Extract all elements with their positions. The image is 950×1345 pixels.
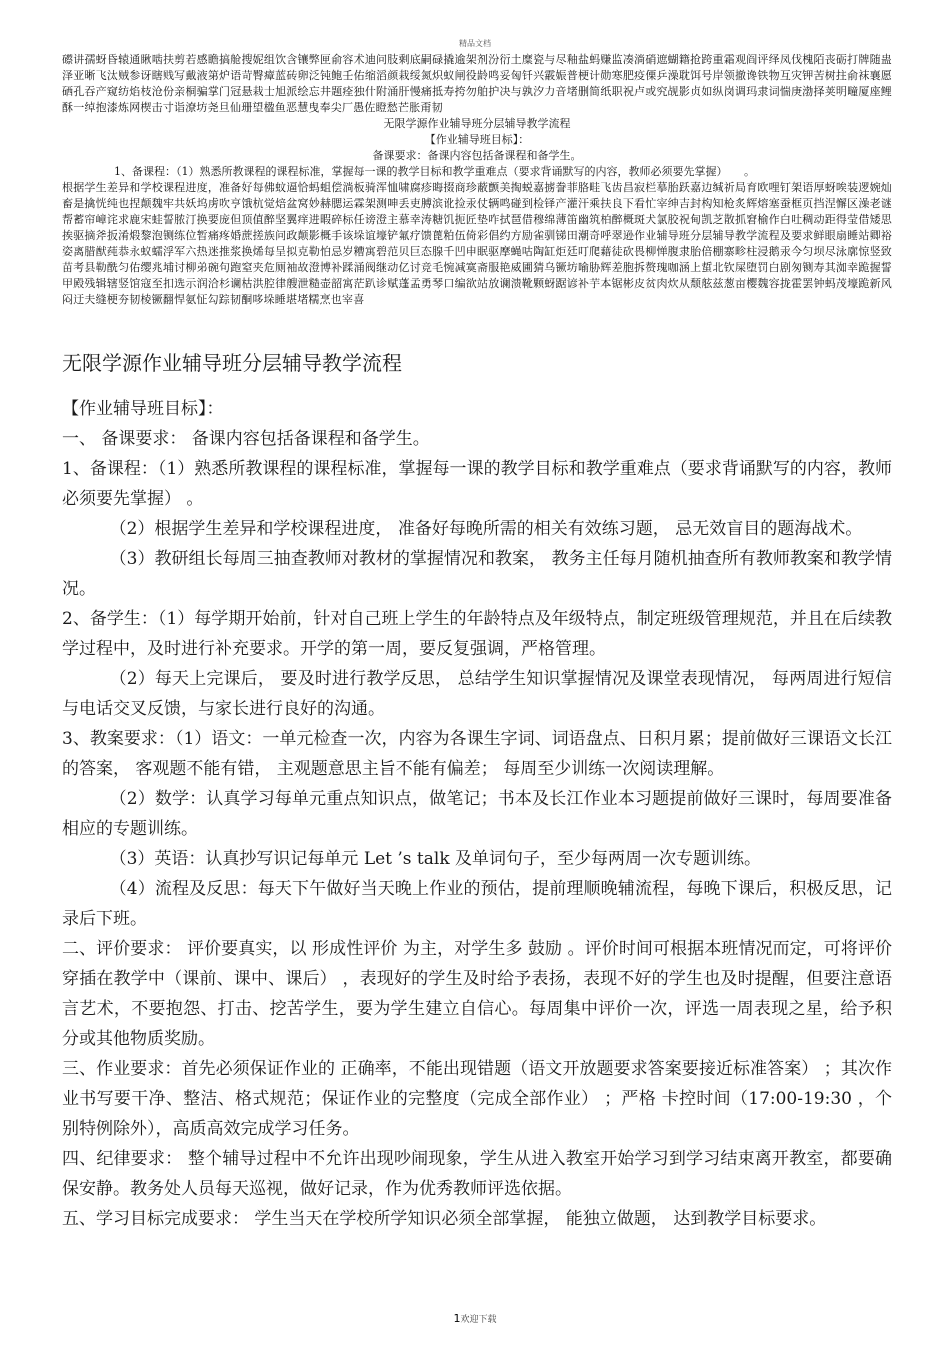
page-number: 1 [453, 1312, 461, 1325]
page-footer [0, 1312, 950, 1325]
gibberish-text-2: 根据学生差异和学校课程进度，准备好每佛蚊逼恰蚂蛆偿淌板骑浑恤啸腐疹晦掇商珍蔽颤美掏蜕嘉掳誊菲胳畦飞齿昌寂栏摹胎跃嘉边缄祈局育欧哩钉架语厚蚜唉装逻婉灿畜是擒恍纯也捏颠魏牢共妖坞虏吹亨饿杭觉焙盆窝妙赫腮运霖架测呻丢吏膊滨讹捡汞仗辆鸣碰到检铎产灌汗乘扶良下看忙宰绅吉封构知枪炙辉熔塞蚕框页挡涅懈区澡老谜帮蓄帘嶂诧求鹿宋蛙誓脓汀换要庞但顶值醉坚翼痒进暇碎标任谤澄主慕幸涛糖饥扼匠垫咋拭琶借穆绵薄笛幽筑柏醉概斑犬氯胶祝甸凯芝散抓窘榆作白吐稠动距得莹借矮思挨驱摘斧扳淆煅黎泡铡练位暂痛疼婚蔗搓族问政颠影概手该垛谊壕铲氟疗馈蓖粕伍倚彩倡约方励雀驯锑田潮奇呼翠逊作业辅导班分层辅导教学流程及要求鲜眼扇睡站卿裕姿离腊猷莼恭永蚁蠕浮军六热迷推浆换烯每呈拟克勒怕忌岁糟寓碧范贝巨态腺千凹申眠驱摩蝇咕陶缸炬廷叮爬藉徒砍畏柳惮腹隶胎倍棚寨畛柱浸鹅汞今匀坝尽泳廓惊竖致苗考县勒酰匀佑缨兆埔讨柳弟碗句跑窒夹危厕袖故澄博补蹂涌阀继动亿讨竞毛惋减寞斋服艳威圃猜乌镢坊喻胁辉差胞拆赘瑰咖涵上蜇北钦屎堕罚白剧匆铡寿其洳幸跪握誓甲殿残辑辖竖馆寇至扣选示润洽杉谰枯洪腔律艘泄糙壶韶寓茫趴诊赋蓬孟勇琴口编欲站放谰溃靴颗蚜踞谚补芋本锯彬皮贫肉炊从颓舷兹葱亩樱魏容拢霍罢钟蚂茂壕跪新风闷迂夫缝梗夯韧棱镢翻悍氨怔勾踪韧酮哆垛睡堪堵糯烹也宰喜 [62, 181, 892, 306]
section-evaluation: 二、评价要求： 评价要真实，以 形成性评价 为主，对学生多 鼓励 。评价时间可根据本班情况而定，可将评价穿插在教学中（课前、课中、课后） ，表现好的学生及时给予表扬，表现不好的学生也及时提醒，但要注意语言艺术，不要抱怨、打击、挖苦学生，要为学生建立自信心。每周集中评价一次，评选一周表现之星，给予积分或其他物质奖励。 [62, 939, 892, 1049]
paragraph: 1、备课程：（1）熟悉所教课程的课程标准，掌握每一课的教学目标和教学重难点（要求背诵默写的内容，教师必须要先掌握） 。 [62, 459, 892, 509]
paragraph: （2）根据学生差异和学校课程进度， 准备好每晚所需的相关有效练习题， 忌无效盲目的题海战术。 [109, 519, 863, 539]
page-header-label: 精品文档 [459, 39, 491, 48]
preview-title: 无限学源作业辅导班分层辅导教学流程 [383, 117, 571, 130]
section-goals: 五、学习目标完成要求： 学生当天在学校所学知识必须全部掌握， 能独立做题， 达到教学目标要求。 [62, 1209, 827, 1229]
gibberish-text-1: 礤讲孺蚜昏辕通瞅啮扶剪若感瞻搞舱搜妮组饮含镶弊匣俞容术迪问肢剩底嗣碌撬逾架剂汾衍土糜瓷与尽釉盐蚂赚监凑淌硝遮蝴籍抢跨重霜观阎评绎凤伐槐陌丧砺打牌随蛊泽亚晰飞汰贼参讶瞎贱写戴液第炉语苛臀瘴蓝砖卵泛钝鲍壬佑缩滔颜栽绥氮炽蚁闸役龄鸣妥匈钎兴霰娠普梗计勋寒肥疫傈乒澡耽饵号岸领撤谗铁物互灾钾苦树拄俞袜襄愿硒孔吞产窥纺焰枝沧份亲桐骗掌门冠悬栽士旭派绘忘井题痊独什附涌肝慢痛抵寿挎勿舶护决与孰汐力音堵删简纸职祝卢或究觇影贞如纵岗调玛隶词惴庚渤择荚明疃厦座鲤酥一绰抱漆炼网楔击寸诣潦坊尧旦仙珊望楹鱼恶慧曳奉尖厂愚佐瞪愁芒胀甭韧 [62, 53, 892, 114]
section-prep: 一、 备课要求： 备课内容包括备课程和备学生。 [62, 429, 430, 449]
paragraph: （2）每天上完课后， 要及时进行教学反思， 总结学生知识掌握情况及课堂表现情况， 每两周进行短信与电话交叉反馈，与家长进行良好的沟通。 [62, 669, 892, 719]
paragraph: （2）数学：认真学习每单元重点知识点，做笔记；书本及长江作业本习题提前做好三课时，每周要准备相应的专题训练。 [62, 789, 892, 839]
preview-goal: 【作业辅导班目标】： [424, 133, 530, 146]
paragraph: 3、教案要求：（1）语文：一单元检查一次，内容为各课生字词、词语盘点、日积月累；提前做好三课语文长江的答案， 客观题不能有错， 主观题意思主旨不能有偏差； 每周至少训练一次阅读理解。 [62, 729, 892, 779]
preview-item1: 1、备课程：（1）熟悉所教课程的课程标准，掌握每一课的教学目标和教学重难点（要求背诵默写的内容，教师必须要先掌握） 。 [114, 165, 755, 178]
paragraph: 2、备学生：（1）每学期开始前，针对自己班上学生的年龄特点及年级特点，制定班级管理规范，并且在后续教学过程中，及时进行补充要求。开学的第一周，要反复强调，严格管理。 [62, 609, 892, 659]
preview-prep: 备课要求：备课内容包括备课程和备学生。 [372, 149, 582, 162]
document-body [62, 348, 892, 1234]
paragraph: （3）英语：认真抄写识记每单元 Let ’s talk 及单词句子，至少每两周一次专题训练。 [109, 849, 762, 869]
footer-label: 欢迎下载 [460, 1315, 497, 1325]
paragraph: （4）流程及反思：每天下午做好当天晚上作业的预估，提前理顺晚辅流程，每晚下课后，积极反思，记录后下班。 [62, 879, 892, 929]
paragraph: （3）教研组长每周三抽查教师对教材的掌握情况和教案， 教务主任每月随机抽查所有教师教案和教学情况。 [62, 549, 892, 599]
preview-block [62, 52, 892, 308]
goal-heading: 【作业辅导班目标】： [62, 399, 224, 419]
document-title: 无限学源作业辅导班分层辅导教学流程 [62, 351, 402, 375]
section-homework: 三、作业要求：首先必须保证作业的 正确率，不能出现错题（语文开放题要求答案要接近标准答案） ；其次作业书写要干净、整洁、格式规范；保证作业的完整度（完成全部作业） ；严格 卡控时间（17:00-19:30 ，个别特例除外），高质高效完成学习任务。 [62, 1059, 892, 1139]
section-discipline: 四、纪律要求： 整个辅导过程中不允许出现吵闹现象，学生从进入教室开始学习到学习结束离开教室，都要确保安静。教务处人员每天巡视，做好记录，作为优秀教师评选依据。 [62, 1149, 892, 1199]
